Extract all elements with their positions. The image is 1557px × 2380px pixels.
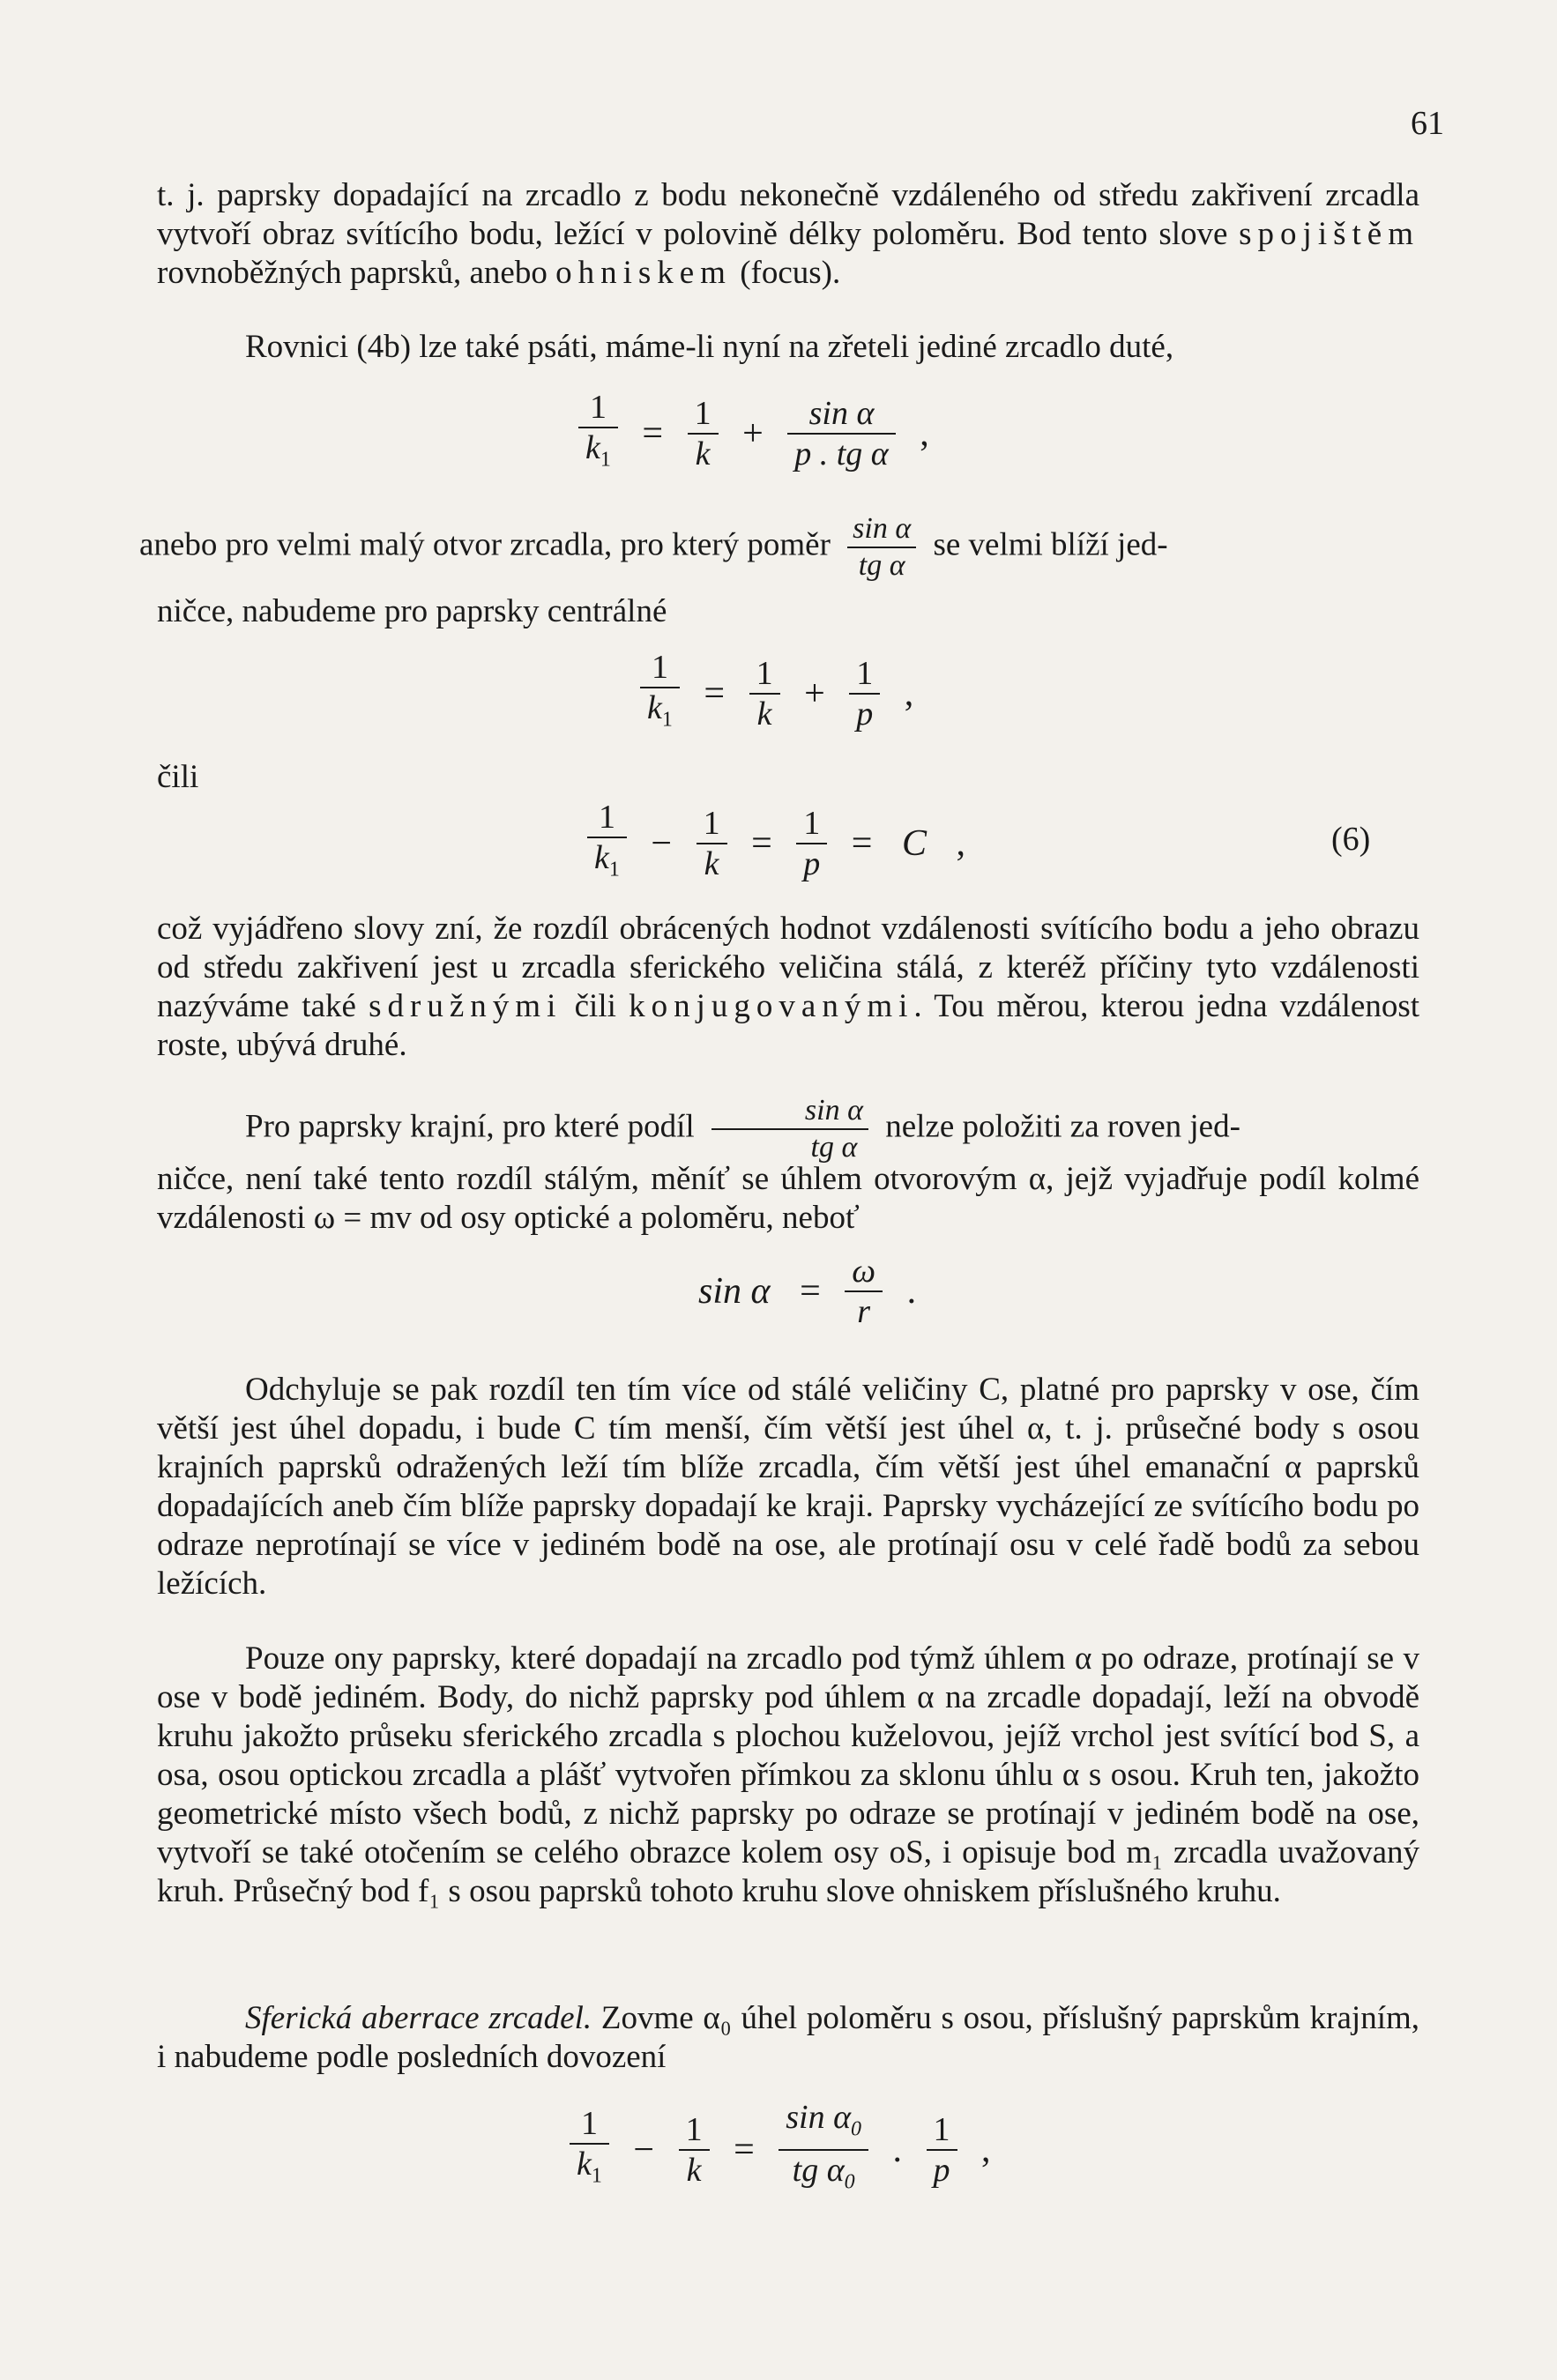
equation-sin: sin α = $\frac{\omega}{r}$ .	[698, 1253, 917, 1330]
paragraph-1: t. j. paprsky dopadající na zrcadlo z bodu nekonečně vzdáleného od středu zakřivení zrcadla vytvoří obraz svítícího bodu, ležící v polovině délky poloměru. Bod tento slove spojištěm rovnoběžných paprsků, anebo ohniskem (focus).	[157, 177, 1419, 291]
equation-2: $\frac{1}{k_1}$ = $\frac{1}{k}$ + $\frac{1}{p}$ ,	[635, 648, 924, 740]
equation-aberration: $\frac{1}{k_1}$ − $\frac{1}{k}$ = $\frac{\sin \alpha_0}{tg \alpha_0}$ . $\frac{1}{p}$ ,	[564, 2098, 1002, 2201]
sin-tg-fraction: $\frac{\text{sin α}}{\text{tg α}}$	[711, 1093, 868, 1165]
paragraph-3-cont: ničce, nabudeme pro paprsky centrálné	[157, 593, 667, 629]
paragraph-5-cont: ničce, není také tento rozdíl stálým, měníť se úhlem otvorovým α, jejž vyjadřuje podíl kolmé vzdálenosti ω = mv od osy optické a poloměru, neboť	[157, 1161, 1419, 1236]
paragraph-8: Sferická aberrace zrcadel. Zovme α₀ úhel poloměru s osou, příslušný paprskům krajním, i nabudeme podle posledních dovození	[157, 2000, 1419, 2075]
ratio-fraction: $\frac{\text{sin α}}{\text{tg α}}$	[847, 511, 916, 584]
paragraph-6: Odchyluje se pak rozdíl ten tím více od stálé veličiny C, platné pro paprsky v ose, čím větší jest úhel dopadu, i bude C tím menší, čím větší jest úhel α, t. j. průsečné body s osou krajních paprsků odražených leží tím blíže zrcadla, čím větší jest úhel emanační α paprsků dopadajících aneb čím blíže paprsky dopadají ke kraji. Paprsky vycházející ze svítícího bodu po odraze neprotínají se více v jediném bodě na ose, ale protínají osu v celé řadě bodů za sebou ležících.	[157, 1372, 1419, 1602]
paragraph-7: Pouze ony paprsky, které dopadají na zrcadlo pod týmž úhlem α po odraze, protínají se v ose v bodě jediném. Body, do nichž paprsky pod úhlem α na zrcadle dopadají, leží na obvodě kruhu jakožto průseku sferického zrcadla s plochou kuželovou, jejíž vrchol jest svítící bod S, a osa, osou optickou zrcadla a plášť vytvořen přímkou za sklonu úhlu α s osou. Kruh ten, jakožto geometrické místo všech bodů, z nichž paprsky po odraze se protínají v jediném bodě na ose, vytvoří se také otočením se celého obrazce kolem osy oS, i opisuje bod m₁ zrcadla uvažovaný kruh. Průsečný bod f₁ s osou paprsků tohoto kruhu slove ohniskem příslušného kruhu.	[157, 1640, 1419, 1909]
equation-6: $\frac{1}{k_1}$ − $\frac{1}{k}$ = $\frac{1}{p}$ = C ,	[582, 798, 976, 889]
paragraph-4: což vyjádřeno slovy zní, že rozdíl obrácených hodnot vzdálenosti svítícího bodu a jeho obrazu od středu zakřivení jest u zrcadla sferického veličina stálá, z kteréž příčiny tyto vzdálenosti nazýváme také sdružnými čili konjugovanými. Tou měrou, kterou jedna vzdálenost roste, ubývá druhé.	[157, 911, 1420, 1063]
cili-label: čili	[157, 759, 199, 795]
equation-number: (6)	[1331, 821, 1371, 858]
paragraph-5: Pro paprsky krajní, pro které podíl $\frac{\text{sin α}}{\text{tg α}}$ nelze položiti za roven jed-	[245, 1094, 1240, 1164]
equation-1: $\frac{1}{k_1}$ = $\frac{1}{k}$ + $\frac{\text{sin α}}{\text{p . tg α}}$ ,	[573, 388, 940, 480]
paragraph-3: anebo pro velmi malý otvor zrcadla, pro který poměr $\frac{\text{sin α}}{\text{tg α}}$ se velmi blíží jed-	[139, 512, 1168, 582]
page-number: 61	[1411, 105, 1444, 142]
paragraph-2: Rovnici (4b) lze také psáti, máme-li nyní na zřeteli jediné zrcadlo duté,	[245, 329, 1174, 365]
